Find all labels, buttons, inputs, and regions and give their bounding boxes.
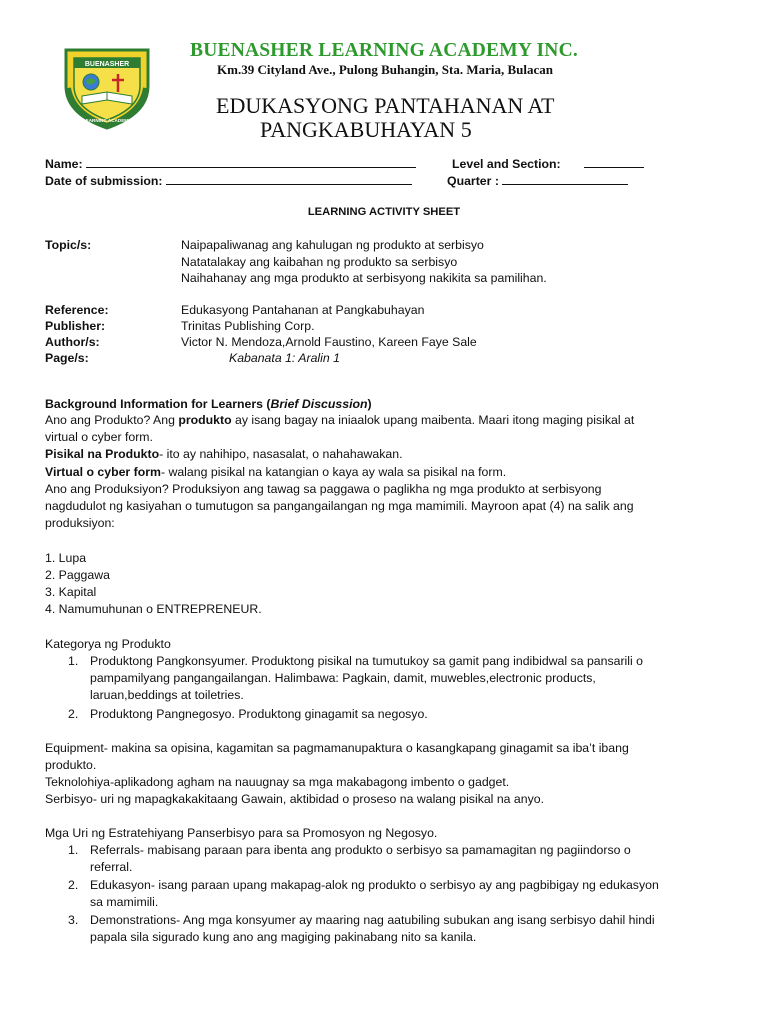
list-number: 2. xyxy=(68,878,79,892)
virtual-definition: Virtual o cyber form- walang pisikal na katangian o kaya ay wala sa pisikal na form. xyxy=(45,465,507,479)
paragraph-line: nagdudulot ng kasiyahan o tumutugon sa pangangailangan ng mga mamimili. Mayroon apat (4) na salik ang xyxy=(45,499,634,513)
list-number: 1. xyxy=(68,654,79,668)
publisher-label: Publisher: xyxy=(45,319,106,333)
list-item: Produktong Pangnegosyo. Produktong ginagamit sa negosyo. xyxy=(90,707,428,721)
subject-title-line2: PANGKABUHAYAN 5 xyxy=(260,117,472,142)
list-number: 1. xyxy=(68,843,79,857)
paragraph-line: produkto. xyxy=(45,758,97,772)
topic-item: Naihahanay ang mga produkto at serbisyong nakikita sa pamilihan. xyxy=(181,271,547,285)
quarter-label: Quarter : xyxy=(447,174,499,188)
logo-text-bottom: LEARNING ACADEMY xyxy=(82,118,132,123)
topic-item: Naipapaliwanag ang kahulugan ng produkto at serbisyo xyxy=(181,238,484,252)
list-item: laruan,beddings at toiletries. xyxy=(90,688,244,702)
date-submission-field[interactable] xyxy=(45,173,412,190)
list-item: Edukasyon- isang paraan upang makapag-alok ng produkto o serbisyo ay ang pagbibigay ng edukasyon xyxy=(90,878,659,892)
list-item: 4. Namumuhunan o ENTREPRENEUR. xyxy=(45,602,262,616)
list-item: sa mamimili. xyxy=(90,895,159,909)
page-label: Page/s: xyxy=(45,351,89,365)
level-section-field[interactable] xyxy=(452,156,644,173)
paragraph-line: produksiyon: xyxy=(45,516,115,530)
subject-title-line1: EDUKASYONG PANTAHANAN AT xyxy=(216,93,555,118)
paragraph-line: Ano ang Produksiyon? Produksiyon ang tawag sa paggawa o paglikha ng mga produkto at serbisyong xyxy=(45,482,602,496)
quarter-field[interactable] xyxy=(447,173,628,190)
author-value: Victor N. Mendoza,Arnold Faustino, Kareen Faye Sale xyxy=(181,335,477,349)
quarter-blank[interactable] xyxy=(502,173,628,185)
list-item: pampamilyang pangangailangan. Halimbawa: Pagkain, damit, muwebles,electronic products, xyxy=(90,671,596,685)
sheet-title: LEARNING ACTIVITY SHEET xyxy=(307,206,461,218)
author-label: Author/s: xyxy=(45,335,100,349)
reference-label: Reference: xyxy=(45,303,109,317)
topic-label: Topic/s: xyxy=(45,238,92,252)
list-item: papala sila sigurado kung ano ang magiging pakinabang nito sa kanila. xyxy=(90,930,477,944)
uri-heading: Mga Uri ng Estratehiyang Panserbisyo para sa Promosyon ng Negosyo. xyxy=(45,826,438,840)
pisikal-definition: Pisikal na Produkto- ito ay nahihipo, nasasalat, o nahahawakan. xyxy=(45,447,403,461)
paragraph-line: Teknolohiya-aplikadong agham na nauugnay sa mga makabagong imbento o gadget. xyxy=(45,775,510,789)
kategorya-heading: Kategorya ng Produkto xyxy=(45,637,171,651)
publisher-value: Trinitas Publishing Corp. xyxy=(181,319,315,333)
paragraph-line: Serbisyo- uri ng mapagkakakitaang Gawain, aktibidad o proseso na walang pisikal na anyo. xyxy=(45,792,545,806)
date-submission-label: Date of submission: xyxy=(45,174,163,188)
list-item: referral. xyxy=(90,860,133,874)
list-item: 2. Paggawa xyxy=(45,568,110,582)
date-submission-blank[interactable] xyxy=(166,173,412,185)
page-value: Kabanata 1: Aralin 1 xyxy=(229,351,340,365)
name-label: Name: xyxy=(45,157,83,171)
list-item: Referrals- mabisang paraan para ibenta ang produkto o serbisyo sa pamamagitan ng pagiindorso o xyxy=(90,843,631,857)
reference-value: Edukasyong Pantahanan at Pangkabuhayan xyxy=(181,303,425,317)
school-crest-logo xyxy=(58,44,156,130)
level-section-blank[interactable] xyxy=(584,156,644,168)
background-heading: Background Information for Learners (Brief Discussion) xyxy=(45,397,372,411)
paragraph-line: virtual o cyber form. xyxy=(45,430,153,444)
logo-text-top: BUENASHER xyxy=(84,61,130,68)
paragraph-line: Equipment- makina sa opisina, kagamitan sa pagmamanupaktura o kasangkapang ginagamit sa iba’t ibang xyxy=(45,741,629,755)
school-name: BUENASHER LEARNING ACADEMY INC. xyxy=(190,40,578,61)
school-address: Km.39 Cityland Ave., Pulong Buhangin, Sta. Maria, Bulacan xyxy=(217,62,554,77)
list-item: 1. Lupa xyxy=(45,551,87,565)
name-blank[interactable] xyxy=(86,156,416,168)
name-field[interactable] xyxy=(45,156,416,173)
produkto-definition: Ano ang Produkto? Ang produkto ay isang bagay na iniaalok upang maibenta. Maari itong maging pisikal at xyxy=(45,413,635,427)
list-item: Produktong Pangkonsyumer. Produktong pisikal na tumutukoy sa gamit pang indibidwal sa pansarili o xyxy=(90,654,643,668)
list-number: 3. xyxy=(68,913,79,927)
level-section-label: Level and Section: xyxy=(452,157,561,171)
list-item: Demonstrations- Ang mga konsyumer ay maaring nag aatubiling subukan ang isang serbisyo dahil hindi xyxy=(90,913,655,927)
topic-item: Natatalakay ang kaibahan ng produkto sa serbisyo xyxy=(181,255,458,269)
list-item: 3. Kapital xyxy=(45,585,97,599)
list-number: 2. xyxy=(68,707,79,721)
